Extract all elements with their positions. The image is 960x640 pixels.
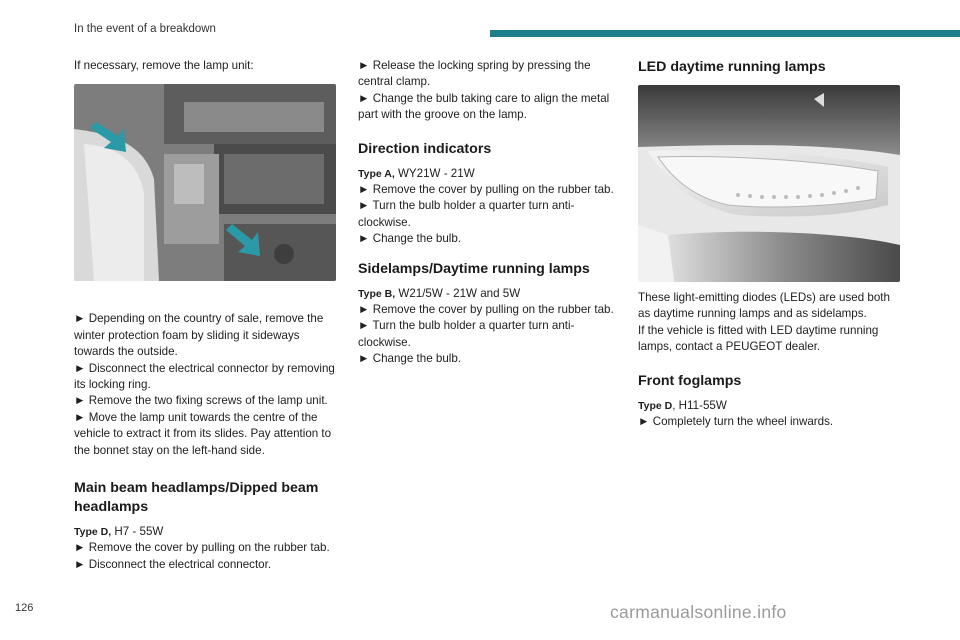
step-remove-cover: ► Remove the cover by pulling on the rubber tab. [358,183,614,197]
step-change-bulb: ► Change the bulb. [358,352,462,366]
type-label: Type D, [74,526,112,539]
step-remove-cover: ► Remove the cover by pulling on the rubber tab. [74,541,330,555]
led-headlamp-illustration [638,85,900,282]
step-disconnect-connector: ► Disconnect the electrical connector by removing its locking ring. [74,361,335,392]
type-value: WY21W - 21W [394,166,475,180]
led-description: These light-emitting diodes (LEDs) are used both as daytime running lamps and as sidelamps. [638,291,890,321]
step-remove-screws: ► Remove the two fixing screws of the lamp unit. [74,394,328,408]
column-2 [358,58,620,368]
type-label: Type B, [358,287,396,300]
section-title: In the event of a breakdown [74,23,216,35]
header-accent-bar [490,30,960,37]
watermark: carmanualsonline.info [610,602,787,622]
step-change-bulb-align: ► Change the bulb taking care to align the metal part with the groove on the lamp. [358,91,610,122]
step-turn-wheel: ► Completely turn the wheel inwards. [638,415,834,429]
column-3 [638,58,900,430]
step-disconnect-electrical: ► Disconnect the electrical connector. [74,557,272,571]
heading-front-foglamps: Front foglamps [638,372,742,389]
step-remove-cover: ► Remove the cover by pulling on the rubber tab. [358,303,614,317]
heading-led-daytime: LED daytime running lamps [638,59,826,75]
step-move-lamp-unit: ► Move the lamp unit towards the centre of the vehicle to extract it from its slides. Pay attention to the bonnet stay on the left-hand side. [74,410,332,457]
type-label: Type A, [358,167,395,180]
engine-bay-illustration [74,84,336,281]
heading-sidelamps: Sidelamps/Daytime running lamps [358,260,590,277]
step-remove-foam: ► Depending on the country of sale, remove the winter protection foam by sliding it sideways towards the outside. [74,312,324,359]
step-change-bulb: ► Change the bulb. [358,232,462,246]
column-1 [74,58,336,573]
intro-text: If necessary, remove the lamp unit: [74,59,254,72]
heading-main-beam: Main beam headlamps/Dipped beam headlamps [74,480,319,516]
type-value: , H11-55W [672,398,727,412]
step-release-spring: ► Release the locking spring by pressing the central clamp. [358,59,591,89]
step-turn-bulb-holder: ► Turn the bulb holder a quarter turn anti-clockwise. [358,319,575,349]
page-number: 126 [15,602,34,614]
heading-direction-indicators: Direction indicators [358,140,492,157]
type-value: W21/5W - 21W and 5W [395,286,521,300]
type-value: H7 - 55W [111,525,164,539]
step-turn-bulb-holder: ► Turn the bulb holder a quarter turn anti-clockwise. [358,199,575,229]
led-dealer-note: If the vehicle is fitted with LED daytime running lamps, contact a PEUGEOT dealer. [638,323,879,354]
type-label: Type D [638,399,673,412]
